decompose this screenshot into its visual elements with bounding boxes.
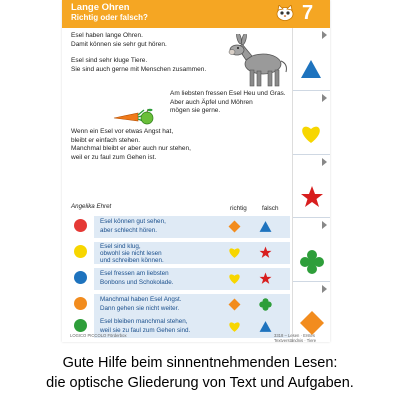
heart-icon[interactable] <box>228 246 241 259</box>
heart-icon[interactable] <box>228 320 241 333</box>
task-row <box>74 242 290 264</box>
color-dot-icon <box>74 245 87 258</box>
triangle-icon[interactable] <box>259 220 272 233</box>
story-line: Manchmal bleibt er aber auch nur stehen, <box>71 145 191 152</box>
task-text: aber schlecht hören. <box>100 227 158 234</box>
cat-icon <box>275 5 295 21</box>
footer-left: LOGICO PICCOLO Förderbox <box>70 333 127 338</box>
task-text: weil sie zu faul zum Gehen sind. <box>100 327 191 334</box>
task-text: Esel bleiben manchmal stehen, <box>100 318 188 325</box>
story-paragraph <box>71 57 206 74</box>
arrow-right-icon <box>322 285 327 293</box>
triangle-icon <box>300 59 322 79</box>
color-dot-icon <box>74 271 87 284</box>
task-text: Esel sind klug, <box>100 243 141 250</box>
card-subtitle: Richtig oder falsch? <box>71 13 148 22</box>
column-label-richtig: richtig <box>230 205 247 212</box>
story-paragraph <box>71 128 191 162</box>
task-row <box>74 216 290 238</box>
story-line: Esel sind sehr kluge Tiere. <box>71 57 148 64</box>
story-line: Am liebsten fressen Esel Heu und Gras. <box>170 90 286 97</box>
task-text: obwohl sie nicht lesen <box>100 250 162 257</box>
task-text: Manchmal haben Esel Angst. <box>100 296 182 303</box>
answer-box[interactable] <box>293 155 330 218</box>
arrow-right-icon <box>322 221 327 229</box>
answer-strip <box>292 28 330 342</box>
color-dot-icon <box>74 319 87 332</box>
footer-right: 3318 – Lesen · Erstes Textverständnis · Tiere <box>274 333 317 342</box>
star-icon[interactable] <box>259 272 272 285</box>
star-icon <box>300 185 324 209</box>
card-title: Lange Ohren <box>71 2 130 13</box>
caption-line-2: die optische Gliederung von Text und Aufgaben. <box>46 375 354 391</box>
story-line: Wenn ein Esel vor etwas Angst hat, <box>71 128 174 135</box>
star-icon[interactable] <box>259 246 272 259</box>
diamond-icon[interactable] <box>228 298 241 311</box>
task-text: Dann gehen sie nicht weiter. <box>100 305 180 312</box>
exercise-card <box>62 0 330 342</box>
flower-icon <box>300 250 324 274</box>
heart-icon[interactable] <box>228 272 241 285</box>
story-line: bleibt er einfach stehen. <box>71 136 141 144</box>
story-paragraph <box>71 32 167 49</box>
author: Angelika Ehret <box>71 203 112 210</box>
story-line: Aber auch Äpfel und Möhren <box>170 98 253 106</box>
side-symbol-0 <box>301 60 321 78</box>
answer-box[interactable] <box>293 28 330 91</box>
task-text: Esel können gut sehen, <box>100 218 166 225</box>
story-paragraph <box>170 90 286 116</box>
story-line: Damit können sie sehr gut hören. <box>71 40 167 48</box>
story-line: mögen sie gerne. <box>170 107 221 114</box>
story-line: weil er zu faul zum Gehen ist. <box>71 153 157 161</box>
task-text: und schreiben können. <box>100 257 164 264</box>
column-label-falsch: falsch <box>262 205 279 212</box>
flower-icon[interactable] <box>259 298 272 311</box>
task-text: Bonbons und Schokolade. <box>100 279 174 286</box>
caption <box>0 353 400 393</box>
color-dot-icon <box>74 219 87 232</box>
arrow-right-icon <box>322 158 327 166</box>
story-line: Sie sind auch gerne mit Menschen zusammen. <box>71 65 207 73</box>
task-row <box>74 268 290 290</box>
heart-icon <box>300 124 322 144</box>
task-text: Esel fressen am liebsten <box>100 270 169 277</box>
card-header <box>62 0 330 28</box>
color-dot-icon <box>74 297 87 310</box>
answer-box[interactable] <box>293 218 330 282</box>
diamond-icon[interactable] <box>228 220 241 233</box>
arrow-right-icon <box>322 31 327 39</box>
task-row <box>74 294 290 316</box>
answer-box[interactable] <box>293 91 330 155</box>
story-line: Esel haben lange Ohren. <box>71 32 143 39</box>
carrot-and-apple-illustration <box>112 106 154 126</box>
caption-line-1: Gute Hilfe beim sinnentnehmenden Lesen: <box>62 355 338 371</box>
card-number: 7 <box>302 2 314 24</box>
arrow-right-icon <box>322 94 327 102</box>
triangle-icon[interactable] <box>259 320 272 333</box>
donkey-illustration <box>228 34 290 92</box>
